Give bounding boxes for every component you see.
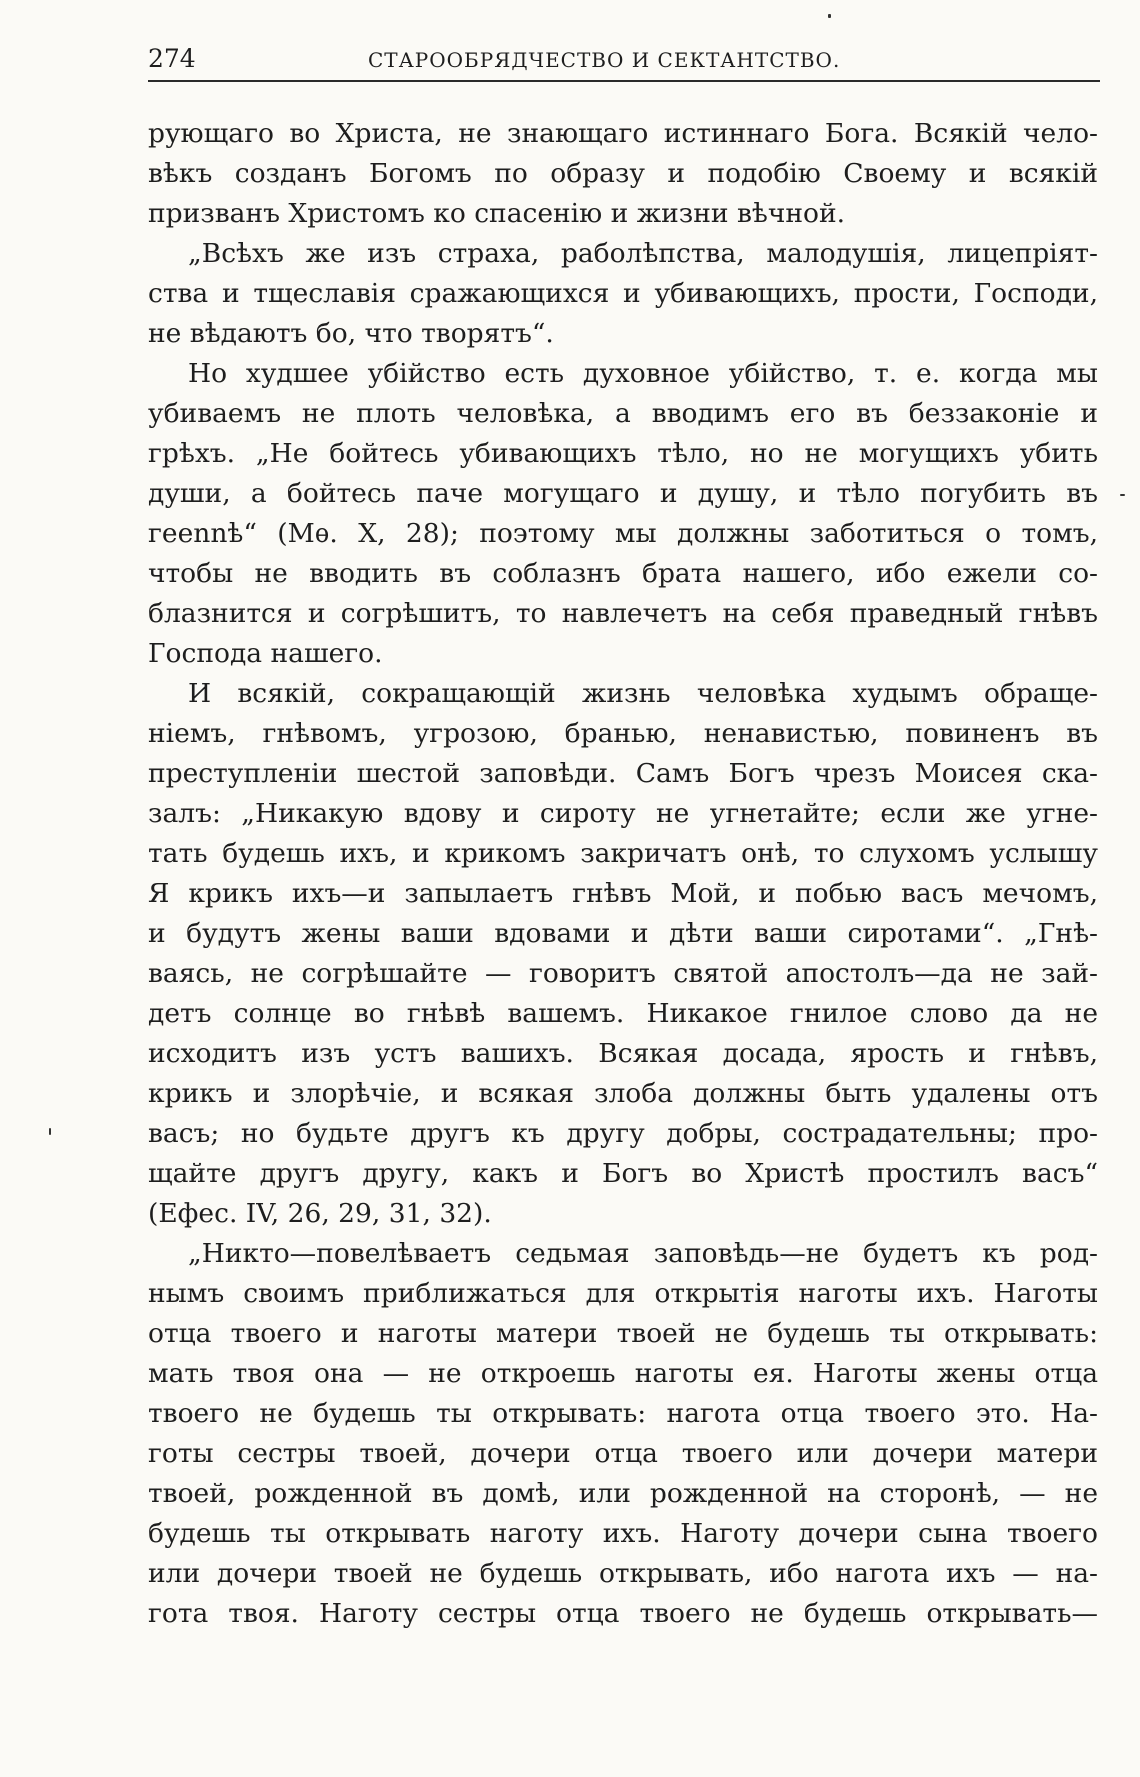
running-title: СТАРООБРЯДЧЕСТВО И СЕКТАНТСТВО. bbox=[368, 48, 841, 72]
text-line: „Всѣхъ же изъ страха, раболѣпства, малодушія, лицепріят- bbox=[188, 238, 1098, 269]
text-line: будешь ты открывать наготу ихъ. Наготу дочери сына твоего bbox=[148, 1518, 1098, 1549]
text-line: исходитъ изъ устъ вашихъ. Всякая досада, ярость и гнѣвъ, bbox=[148, 1038, 1098, 1069]
text-line: или дочери твоей не будешь открывать, ибо нагота ихъ — на- bbox=[148, 1558, 1098, 1589]
text-line: Господа нашего. bbox=[148, 638, 383, 669]
paragraph bbox=[148, 234, 1098, 354]
text-line: отца твоего и наготы матери твоей не будешь ты открывать: bbox=[148, 1318, 1098, 1349]
text-line: „Никто—повелѣваетъ седьмая заповѣдь—не будетъ къ род- bbox=[188, 1238, 1098, 1269]
text-line: нымъ своимъ приближаться для открытія наготы ихъ. Наготы bbox=[148, 1278, 1098, 1309]
text-line: ваясь, не согрѣшайте — говоритъ святой апостолъ—да не зай- bbox=[148, 958, 1098, 989]
text-line: васъ; но будьте другъ къ другу добры, сострадательны; про- bbox=[148, 1118, 1098, 1149]
text-line: И всякій, сокращающій жизнь человѣка худымъ обраще- bbox=[188, 678, 1098, 709]
paragraph bbox=[148, 1234, 1098, 1634]
text-line: ства и тщеславія сражающихся и убивающихъ, прости, Господи, bbox=[148, 278, 1098, 309]
page-number: 274 bbox=[148, 44, 196, 73]
paragraph bbox=[148, 674, 1098, 1234]
text-line: (Ефес. IV, 26, 29, 31, 32). bbox=[148, 1198, 492, 1229]
text-line: геennѣ“ (Мѳ. X, 28); поэтому мы должны заботиться о томъ, bbox=[148, 518, 1098, 549]
text-line: рующаго во Христа, не знающаго истиннаго Бога. Всякій чело- bbox=[148, 118, 1098, 149]
text-line: блазнится и согрѣшитъ, то навлечетъ на себя праведный гнѣвъ bbox=[148, 598, 1098, 629]
text-line: и будутъ жены ваши вдовами и дѣти ваши сиротами“. „Гнѣ- bbox=[148, 918, 1098, 949]
text-line: не вѣдаютъ бо, что творятъ“. bbox=[148, 318, 554, 349]
text-line: ніемъ, гнѣвомъ, угрозою, бранью, ненавистью, повиненъ въ bbox=[148, 718, 1098, 749]
text-line: щайте другъ другу, какъ и Богъ во Христѣ простилъ васъ“ bbox=[148, 1158, 1098, 1189]
text-line: Но худшее убійство есть духовное убійство, т. е. когда мы bbox=[188, 358, 1098, 389]
text-line: грѣхъ. „Не бойтесь убивающихъ тѣло, но не могущихъ убить bbox=[148, 438, 1098, 469]
text-line: детъ солнце во гнѣвѣ вашемъ. Никакое гнилое слово да не bbox=[148, 998, 1098, 1029]
text-line: твоей, рожденной въ домѣ, или рожденной на сторонѣ, — не bbox=[148, 1478, 1098, 1509]
print-speck bbox=[1120, 494, 1125, 496]
text-line: гота твоя. Наготу сестры отца твоего не будешь открывать— bbox=[148, 1598, 1098, 1629]
paragraph bbox=[148, 354, 1098, 674]
text-line: крикъ и злорѣчіе, и всякая злоба должны быть удалены отъ bbox=[148, 1078, 1098, 1109]
text-line: преступленіи шестой заповѣди. Самъ Богъ чрезъ Моисея ска- bbox=[148, 758, 1098, 789]
body-text bbox=[148, 114, 1098, 1634]
paragraph bbox=[148, 114, 1098, 234]
text-line: убиваемъ не плоть человѣка, а вводимъ его въ беззаконіе и bbox=[148, 398, 1098, 429]
text-line: готы сестры твоей, дочери отца твоего или дочери матери bbox=[148, 1438, 1098, 1469]
text-line: твоего не будешь ты открывать: нагота отца твоего это. На- bbox=[148, 1398, 1098, 1429]
text-line: чтобы не вводить въ соблазнъ брата нашего, ибо ежели со- bbox=[148, 558, 1098, 589]
print-speck bbox=[828, 14, 831, 18]
text-line: залъ: „Никакую вдову и сироту не угнетайте; если же угне- bbox=[148, 798, 1098, 829]
text-line: вѣкъ созданъ Богомъ по образу и подобію Своему и всякій bbox=[148, 158, 1098, 189]
running-header bbox=[148, 44, 1100, 82]
print-speck bbox=[49, 1128, 51, 1135]
text-line: призванъ Христомъ ко спасенію и жизни вѣчной. bbox=[148, 198, 846, 229]
text-line: души, а бойтесь паче могущаго и душу, и тѣло погубить въ bbox=[148, 478, 1098, 509]
text-line: тать будешь ихъ, и крикомъ закричатъ онѣ, то слухомъ услышу bbox=[148, 838, 1098, 869]
text-line: мать твоя она — не откроешь наготы ея. Наготы жены отца bbox=[148, 1358, 1098, 1389]
text-line: Я крикъ ихъ—и запылаетъ гнѣвъ Мой, и побью васъ мечомъ, bbox=[148, 878, 1098, 909]
